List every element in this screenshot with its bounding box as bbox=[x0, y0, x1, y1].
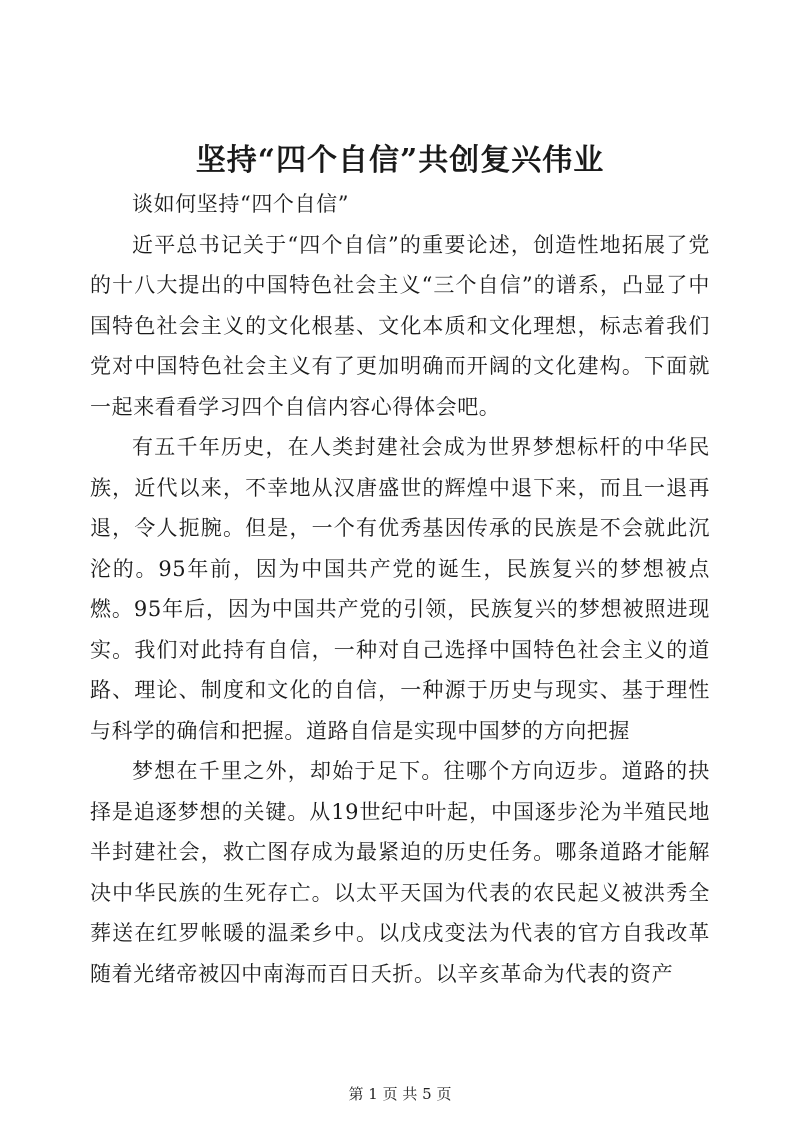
body-paragraph: 有五千年历史，在人类封建社会成为世界梦想标杆的中华民族，近代以来，不幸地从汉唐盛世的辉煌中退下来，而且一退再退，令人扼腕。但是，一个有优秀基因传承的民族是不会就此沉沦的。95年前，因为中国共产党的诞生，民族复兴的梦想被点燃。95年后，因为中国共产党的引领，民族复兴的梦想被照进现实。我们对此持有自信，一种对自己选择中国特色社会主义的道路、理论、制度和文化的自信，一种源于历史与现实、基于理性与科学的确信和把握。道路自信是实现中国梦的方向把握 bbox=[90, 435, 710, 743]
document-body bbox=[90, 184, 710, 994]
document-title: 坚持“四个自信”共创复兴伟业 bbox=[195, 143, 605, 178]
body-paragraph: 近平总书记关于“四个自信”的重要论述，创造性地拓展了党的十八大提出的中国特色社会主义“三个自信”的谱系，凸显了中国特色社会主义的文化根基、文化本质和文化理想，标志着我们党对中国特色社会主义有了更加明确而开阔的文化建构。下面就一起来看看学习四个自信内容心得体会吧。 bbox=[90, 232, 710, 419]
page-footer: 第 1 页 共 5 页 bbox=[348, 1085, 452, 1103]
subtitle-paragraph: 谈如何坚持“四个自信” bbox=[132, 192, 350, 216]
body-paragraph: 梦想在千里之外，却始于足下。往哪个方向迈步。道路的抉择是追逐梦想的关键。从19世纪中叶起，中国逐步沦为半殖民地半封建社会，救亡图存成为最紧迫的历史任务。哪条道路才能解决中华民族的生死存亡。以太平天国为代表的农民起义被洪秀全葬送在红罗帐暖的温柔乡中。以戊戌变法为代表的官方自我改革随着光绪帝被囚中南海而百日夭折。以辛亥革命为代表的资产 bbox=[90, 759, 710, 986]
